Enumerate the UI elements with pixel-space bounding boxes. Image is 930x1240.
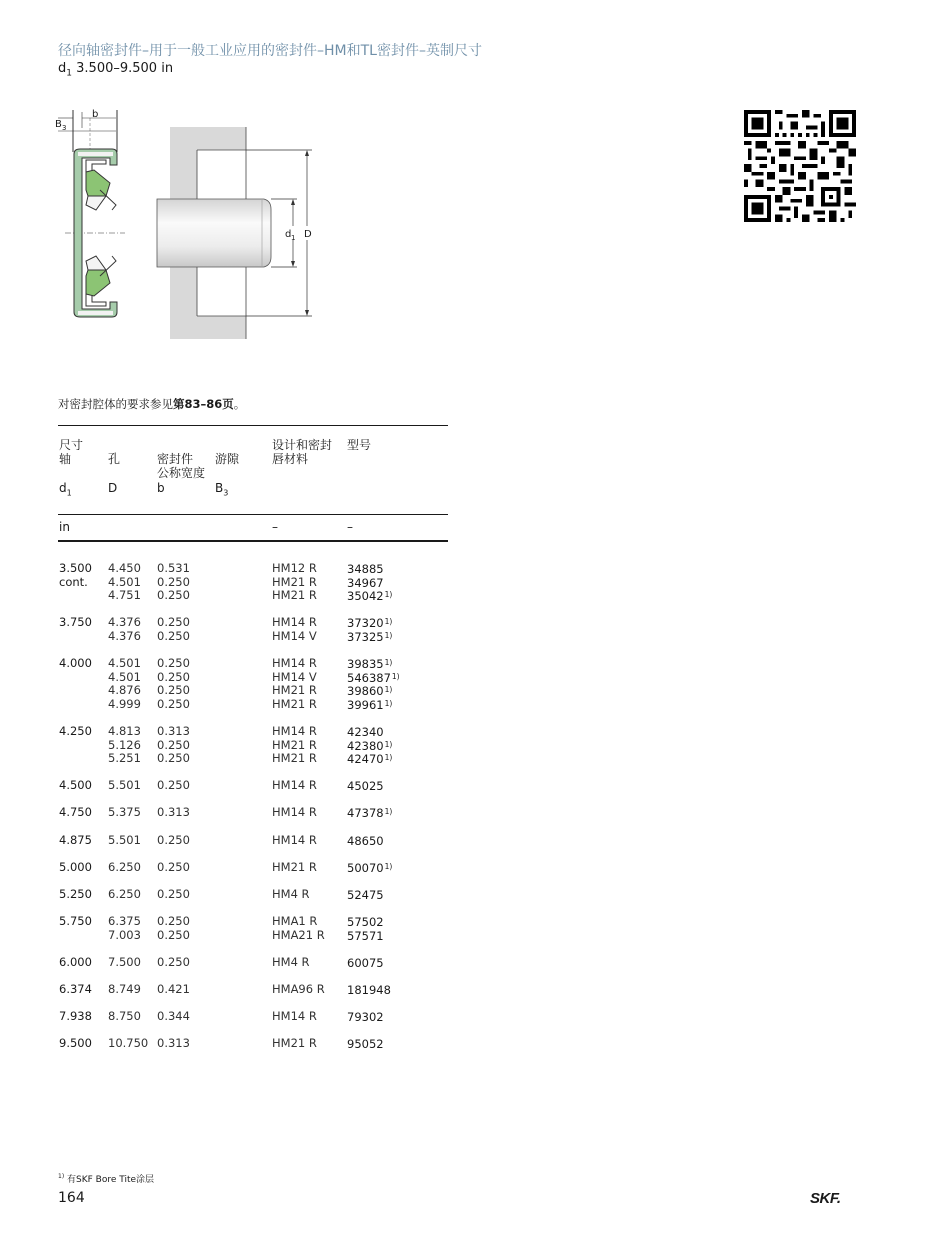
- cell-design-material: HM4 R: [272, 955, 310, 969]
- designation-value: 34967: [347, 576, 384, 590]
- cell-bore-D: 5.501: [108, 778, 141, 792]
- cell-design-material: HM14 R: [272, 805, 317, 819]
- cell-designation: [347, 778, 385, 793]
- header-design-1: 设计和密封: [272, 438, 333, 452]
- cell-designation: [347, 982, 392, 997]
- seal-cavity-note: 对密封腔体的要求参见第83–86页。: [58, 397, 246, 411]
- designation-value: 57502: [347, 915, 384, 929]
- cell-design-material: HM12 R: [272, 561, 317, 575]
- cell-width-b: 0.421: [157, 982, 190, 996]
- table-row: [0, 697, 930, 711]
- cell-width-b: 0.313: [157, 805, 190, 819]
- cell-design-material: HM21 R: [272, 1036, 317, 1050]
- cell-bore-D: 4.876: [108, 683, 141, 697]
- table-row: [0, 615, 930, 629]
- header-type: 型号: [347, 438, 372, 452]
- footnote-mark: 1): [384, 862, 393, 871]
- designation-value: 95052: [347, 1037, 384, 1051]
- designation-value: 45025: [347, 779, 384, 793]
- cell-design-material: HM14 R: [272, 833, 317, 847]
- text-d1: [285, 229, 295, 242]
- cell-shaft-d1: 5.250: [59, 887, 92, 901]
- cell-designation: [347, 629, 392, 644]
- cell-designation: [347, 860, 392, 875]
- cell-shaft-d1: 4.000: [59, 656, 92, 670]
- cell-shaft-d1: 5.000: [59, 860, 92, 874]
- cell-design-material: HM21 R: [272, 588, 317, 602]
- svg-text:d: d: [285, 229, 292, 240]
- footnote-mark: 1): [391, 672, 400, 681]
- qr-code: [744, 110, 856, 222]
- table-row: [0, 928, 930, 942]
- header-width-1: 密封件: [157, 452, 194, 466]
- cell-designation: [347, 1036, 385, 1051]
- table-row: [0, 1009, 930, 1023]
- header-design-2: 唇材料: [272, 452, 309, 466]
- cell-design-material: HM14 R: [272, 656, 317, 670]
- cell-width-b: 0.250: [157, 738, 190, 752]
- cell-shaft-d1: 9.500: [59, 1036, 92, 1050]
- cell-bore-D: 4.813: [108, 724, 141, 738]
- cell-width-b: 0.313: [157, 1036, 190, 1050]
- header-width-2: 公称宽度: [157, 466, 206, 480]
- cell-bore-D: 8.750: [108, 1009, 141, 1023]
- cell-designation: [347, 656, 392, 671]
- cell-bore-D: 6.250: [108, 887, 141, 901]
- header-shaft: 轴: [59, 452, 72, 466]
- cell-design-material: HM14 R: [272, 724, 317, 738]
- footnote-mark: 1): [384, 631, 393, 640]
- cell-bore-D: 4.751: [108, 588, 141, 602]
- cell-bore-D: 5.501: [108, 833, 141, 847]
- cell-bore-D: 4.501: [108, 670, 141, 684]
- cell-bore-D: 4.376: [108, 629, 141, 643]
- cell-width-b: 0.250: [157, 751, 190, 765]
- cell-bore-D: 4.376: [108, 615, 141, 629]
- table-row: [0, 751, 930, 765]
- cell-width-b: 0.344: [157, 1009, 190, 1023]
- designation-value: 181948: [347, 983, 391, 997]
- cell-shaft-d1: 4.250: [59, 724, 92, 738]
- cell-shaft-d1: 3.750: [59, 615, 92, 629]
- header-symbol-D: D: [108, 481, 118, 495]
- cell-shaft-d1: cont.: [59, 575, 88, 589]
- table-row: [0, 860, 930, 874]
- designation-value: 42380: [347, 739, 384, 753]
- table-row: [0, 982, 930, 996]
- cell-designation: [347, 697, 392, 712]
- cell-shaft-d1: 7.938: [59, 1009, 92, 1023]
- designation-value: 60075: [347, 956, 384, 970]
- cell-bore-D: 5.126: [108, 738, 141, 752]
- cell-design-material: HM14 V: [272, 629, 317, 643]
- header-symbol-d1: $d_1$: [59, 481, 72, 498]
- cell-bore-D: 5.375: [108, 805, 141, 819]
- table-row: [0, 656, 930, 670]
- cell-design-material: HMA1 R: [272, 914, 318, 928]
- table-row: [0, 683, 930, 697]
- header-bore: 孔: [108, 452, 121, 466]
- table-row: [0, 575, 930, 589]
- designation-value: 42340: [347, 725, 384, 739]
- designation-value: 52475: [347, 888, 384, 902]
- cell-bore-D: 6.250: [108, 860, 141, 874]
- header-rule: [58, 514, 448, 515]
- designation-value: 57571: [347, 929, 384, 943]
- table-row: [0, 914, 930, 928]
- housing-shaft-drawing: [157, 127, 312, 339]
- cell-designation: [347, 887, 385, 902]
- designation-value: 42470: [347, 752, 384, 766]
- table-row: [0, 778, 930, 792]
- header-unit-dash-2: –: [347, 520, 353, 534]
- header-dims: 尺寸: [59, 438, 84, 452]
- designation-value: 35042: [347, 589, 384, 603]
- table-row: [0, 670, 930, 684]
- text-D: D: [304, 229, 312, 240]
- size-range: $d_1$ 3.500–9.500 in: [58, 61, 174, 79]
- cell-bore-D: 6.375: [108, 914, 141, 928]
- cell-designation: [347, 914, 385, 929]
- cell-design-material: HMA21 R: [272, 928, 325, 942]
- cell-bore-D: 10.750: [108, 1036, 149, 1050]
- cell-bore-D: 4.999: [108, 697, 141, 711]
- designation-value: 34885: [347, 562, 384, 576]
- cell-width-b: 0.250: [157, 887, 190, 901]
- header-symbol-b: b: [157, 481, 165, 495]
- cell-width-b: 0.250: [157, 833, 190, 847]
- table-row: [0, 724, 930, 738]
- cell-bore-D: 8.749: [108, 982, 141, 996]
- footnote-mark: 1): [384, 685, 393, 694]
- table-row: [0, 805, 930, 819]
- cell-bore-D: 7.500: [108, 955, 141, 969]
- table-row: [0, 955, 930, 969]
- header-symbol-B3: $B_3$: [215, 481, 229, 498]
- footnote-mark: 1): [384, 617, 393, 626]
- cell-width-b: 0.250: [157, 697, 190, 711]
- cell-designation: [347, 955, 385, 970]
- svg-text:3: 3: [62, 124, 67, 132]
- cell-shaft-d1: 4.750: [59, 805, 92, 819]
- designation-value: 39860: [347, 684, 384, 698]
- designation-value: 48650: [347, 834, 384, 848]
- cell-shaft-d1: 6.374: [59, 982, 92, 996]
- cell-width-b: 0.250: [157, 914, 190, 928]
- table-row: [0, 1036, 930, 1050]
- cell-bore-D: 4.501: [108, 575, 141, 589]
- cell-designation: [347, 805, 392, 820]
- cell-designation: [347, 561, 385, 576]
- cell-shaft-d1: 4.500: [59, 778, 92, 792]
- cell-width-b: 0.250: [157, 629, 190, 643]
- cell-width-b: 0.250: [157, 670, 190, 684]
- designation-value: 37325: [347, 630, 384, 644]
- cell-width-b: 0.250: [157, 928, 190, 942]
- cell-design-material: HM14 R: [272, 615, 317, 629]
- cell-design-material: HM14 R: [272, 778, 317, 792]
- designation-value: 47378: [347, 806, 384, 820]
- footnote: $^{1)}$ 有SKF Bore Tite涂层: [58, 1173, 155, 1185]
- cell-design-material: HM21 R: [272, 751, 317, 765]
- unit-rule: [58, 540, 448, 542]
- cell-shaft-d1: 6.000: [59, 955, 92, 969]
- cell-width-b: 0.250: [157, 860, 190, 874]
- footnote-mark: 1): [384, 740, 393, 749]
- cell-width-b: 0.250: [157, 778, 190, 792]
- cell-width-b: 0.250: [157, 575, 190, 589]
- cell-design-material: HM21 R: [272, 575, 317, 589]
- cell-width-b: 0.250: [157, 615, 190, 629]
- svg-text:B: B: [55, 119, 62, 130]
- footnote-mark: 1): [384, 699, 393, 708]
- table-row: [0, 629, 930, 643]
- seal-cross-section: [58, 110, 125, 317]
- designation-value: 50070: [347, 861, 384, 875]
- cell-shaft-d1: 5.750: [59, 914, 92, 928]
- cell-shaft-d1: 3.500: [59, 561, 92, 575]
- designation-value: 37320: [347, 616, 384, 630]
- footnote-mark: 1): [384, 658, 393, 667]
- text-b: b: [92, 109, 99, 120]
- cell-bore-D: 5.251: [108, 751, 141, 765]
- cell-bore-D: 4.450: [108, 561, 141, 575]
- cell-design-material: HM4 R: [272, 887, 310, 901]
- cell-design-material: HM21 R: [272, 738, 317, 752]
- footnote-mark: 1): [384, 590, 393, 599]
- table-row: [0, 588, 930, 602]
- cell-shaft-d1: 4.875: [59, 833, 92, 847]
- designation-value: 39961: [347, 698, 384, 712]
- cell-width-b: 0.531: [157, 561, 190, 575]
- cell-bore-D: 4.501: [108, 656, 141, 670]
- cell-designation: [347, 751, 392, 766]
- cell-design-material: HM21 R: [272, 683, 317, 697]
- text-B3: [55, 119, 66, 132]
- cell-designation: [347, 1009, 385, 1024]
- header-unit-dash-1: –: [272, 520, 278, 534]
- cell-width-b: 0.250: [157, 955, 190, 969]
- footnote-mark: 1): [384, 807, 393, 816]
- header-clearance: 游隙: [215, 452, 240, 466]
- cell-designation: [347, 833, 385, 848]
- cell-width-b: 0.250: [157, 588, 190, 602]
- skf-logo: SKF.: [810, 1190, 841, 1207]
- table-row: [0, 738, 930, 752]
- designation-value: 79302: [347, 1010, 384, 1024]
- cell-designation: [347, 683, 392, 698]
- cell-design-material: HM14 V: [272, 670, 317, 684]
- designation-value: 546387: [347, 671, 391, 685]
- cell-width-b: 0.313: [157, 724, 190, 738]
- table-top-rule: [58, 425, 448, 426]
- page-title: 径向轴密封件–用于一般工业应用的密封件–HM和TL密封件–英制尺寸: [58, 43, 482, 59]
- cell-design-material: HM21 R: [272, 697, 317, 711]
- cell-designation: [347, 588, 392, 603]
- cell-designation: [347, 928, 385, 943]
- table-row: [0, 887, 930, 901]
- table-row: [0, 833, 930, 847]
- page-number: 164: [58, 1190, 85, 1206]
- footnote-mark: 1): [384, 753, 393, 762]
- cell-design-material: HM21 R: [272, 860, 317, 874]
- cell-width-b: 0.250: [157, 656, 190, 670]
- table-row: [0, 561, 930, 575]
- header-unit: in: [59, 520, 70, 534]
- svg-text:1: 1: [291, 234, 296, 242]
- cell-designation: [347, 615, 392, 630]
- cell-bore-D: 7.003: [108, 928, 141, 942]
- cell-design-material: HMA96 R: [272, 982, 325, 996]
- designation-value: 39835: [347, 657, 384, 671]
- cell-designation: [347, 724, 385, 739]
- cell-design-material: HM14 R: [272, 1009, 317, 1023]
- cell-width-b: 0.250: [157, 683, 190, 697]
